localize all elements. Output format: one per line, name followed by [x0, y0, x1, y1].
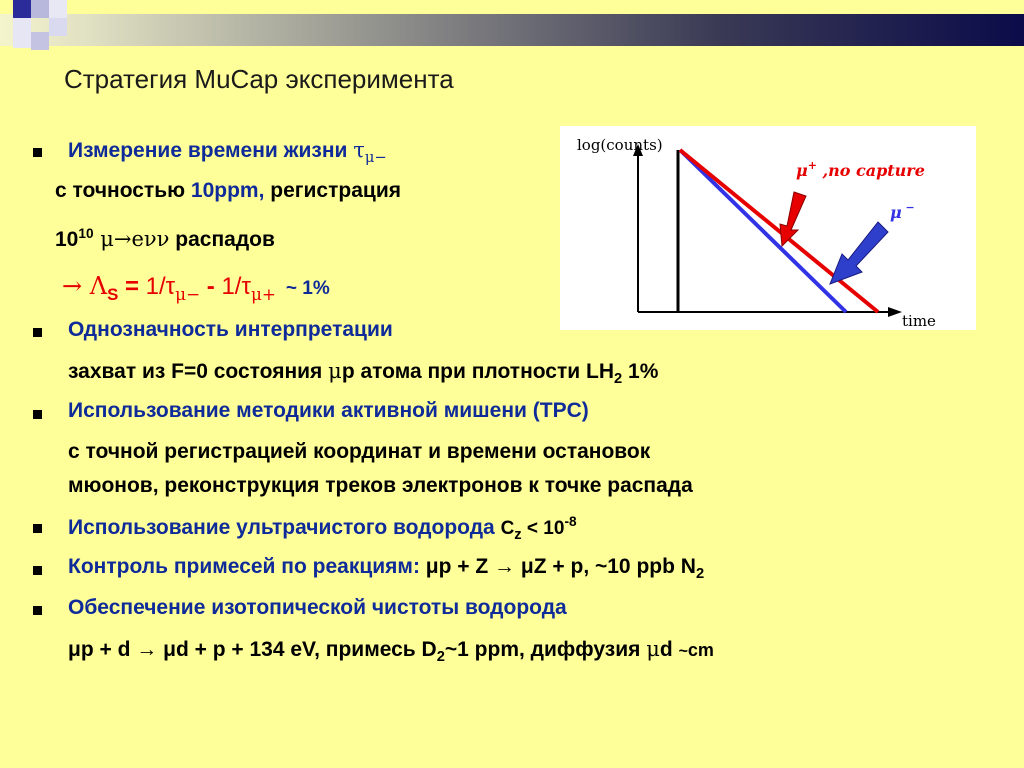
x-axis-label: time — [902, 312, 936, 330]
text: 1% — [622, 360, 659, 383]
decor-square — [31, 32, 49, 50]
text: C — [500, 518, 515, 539]
decor-square — [13, 0, 31, 18]
label-text: ,no capture — [816, 161, 925, 180]
bullet-marker — [33, 410, 42, 419]
precision-value: 10ppm, — [190, 179, 265, 202]
text: - — [200, 273, 222, 300]
decor-square — [31, 0, 49, 18]
mu-minus-arrow — [830, 222, 888, 284]
subscript: μ− — [175, 283, 201, 304]
text: 1/τ — [145, 273, 176, 300]
item-line: мюонов, реконструкция треков электронов к точке распада — [68, 474, 693, 497]
subscript: 2 — [436, 649, 445, 666]
bullet-marker — [33, 606, 42, 615]
decor-square — [49, 18, 67, 36]
subscript: μ+ — [250, 283, 276, 304]
reaction-formula: μp + d → μd + p + 134 eV, примесь D — [68, 638, 437, 661]
item-heading: Использование методики активной мишени (TPC) — [68, 399, 589, 422]
text: с точностью — [55, 179, 191, 202]
item-heading: Однозначность интерпретации — [68, 318, 393, 341]
mu-symbol: μ — [328, 359, 342, 383]
decor-square — [13, 18, 31, 48]
text: распадов — [169, 228, 275, 251]
tau-symbol: τ — [353, 138, 365, 162]
label-sup: + — [807, 159, 817, 172]
label-sup: − — [901, 201, 915, 214]
heading-text: Использование ультрачистого водорода — [68, 516, 501, 539]
reaction-formula: μp + Z → μZ + p, ~10 ppb N — [425, 555, 696, 578]
lifetime-chart — [560, 126, 976, 330]
text: ~ — [678, 643, 688, 660]
heading-text: Измерение времени жизни — [68, 139, 354, 162]
item-line: с точной регистрацией координат и времени остановок — [68, 440, 651, 463]
label-text: μ — [796, 161, 808, 180]
subscript: 2 — [614, 371, 623, 388]
exponent: 10 — [78, 226, 94, 241]
bullet-marker — [33, 328, 42, 337]
item-heading — [68, 555, 704, 582]
label-text: μ — [890, 203, 902, 222]
text: = — [118, 273, 146, 300]
x-axis-arrowhead — [888, 307, 902, 317]
text: 10 — [55, 228, 79, 251]
heading-text: Контроль примесей по реакциям: — [68, 555, 426, 578]
item-line — [68, 637, 714, 665]
decor-square — [49, 0, 67, 18]
subscript: z — [514, 527, 522, 544]
mu-minus-label — [890, 201, 915, 222]
item-heading — [68, 138, 387, 166]
bullet-marker — [33, 524, 42, 533]
item-heading: Обеспечение изотопической чистоты водорода — [68, 596, 567, 619]
exponent: -8 — [564, 514, 577, 529]
subscript: 2 — [695, 566, 705, 583]
text: регистрация — [264, 179, 401, 202]
text: 1/τ — [221, 273, 251, 300]
chart-svg — [560, 126, 976, 330]
bullet-marker — [33, 566, 42, 575]
percent-value: ~ 1% — [285, 278, 330, 299]
lambda-symbol: Λ — [89, 272, 108, 300]
mu-plus-label — [796, 159, 925, 180]
decay-formula: μ→eνν — [93, 227, 170, 251]
item-line — [62, 272, 330, 305]
lambda-subscript: S — [107, 284, 119, 304]
text: p атома при плотности LH — [341, 360, 615, 383]
text: d — [659, 638, 679, 661]
arrow: → — [62, 272, 90, 300]
text: захват из F=0 состояния — [68, 360, 329, 383]
text: ~1 ppm, диффузия — [444, 638, 647, 661]
mu-symbol: μ — [646, 637, 660, 661]
y-axis-label: log(counts) — [577, 136, 663, 154]
item-line — [55, 179, 401, 203]
mu-plus-arrow — [780, 192, 806, 246]
slide-title: Стратегия MuCap эксперимента — [64, 64, 454, 94]
text: < 10 — [521, 518, 565, 539]
item-heading — [68, 514, 577, 543]
text: cm — [687, 640, 714, 660]
item-line — [55, 226, 275, 252]
tau-subscript: μ− — [364, 149, 387, 167]
item-line — [68, 359, 658, 387]
bullet-marker — [33, 148, 42, 157]
header-gradient-bar — [0, 14, 1024, 46]
